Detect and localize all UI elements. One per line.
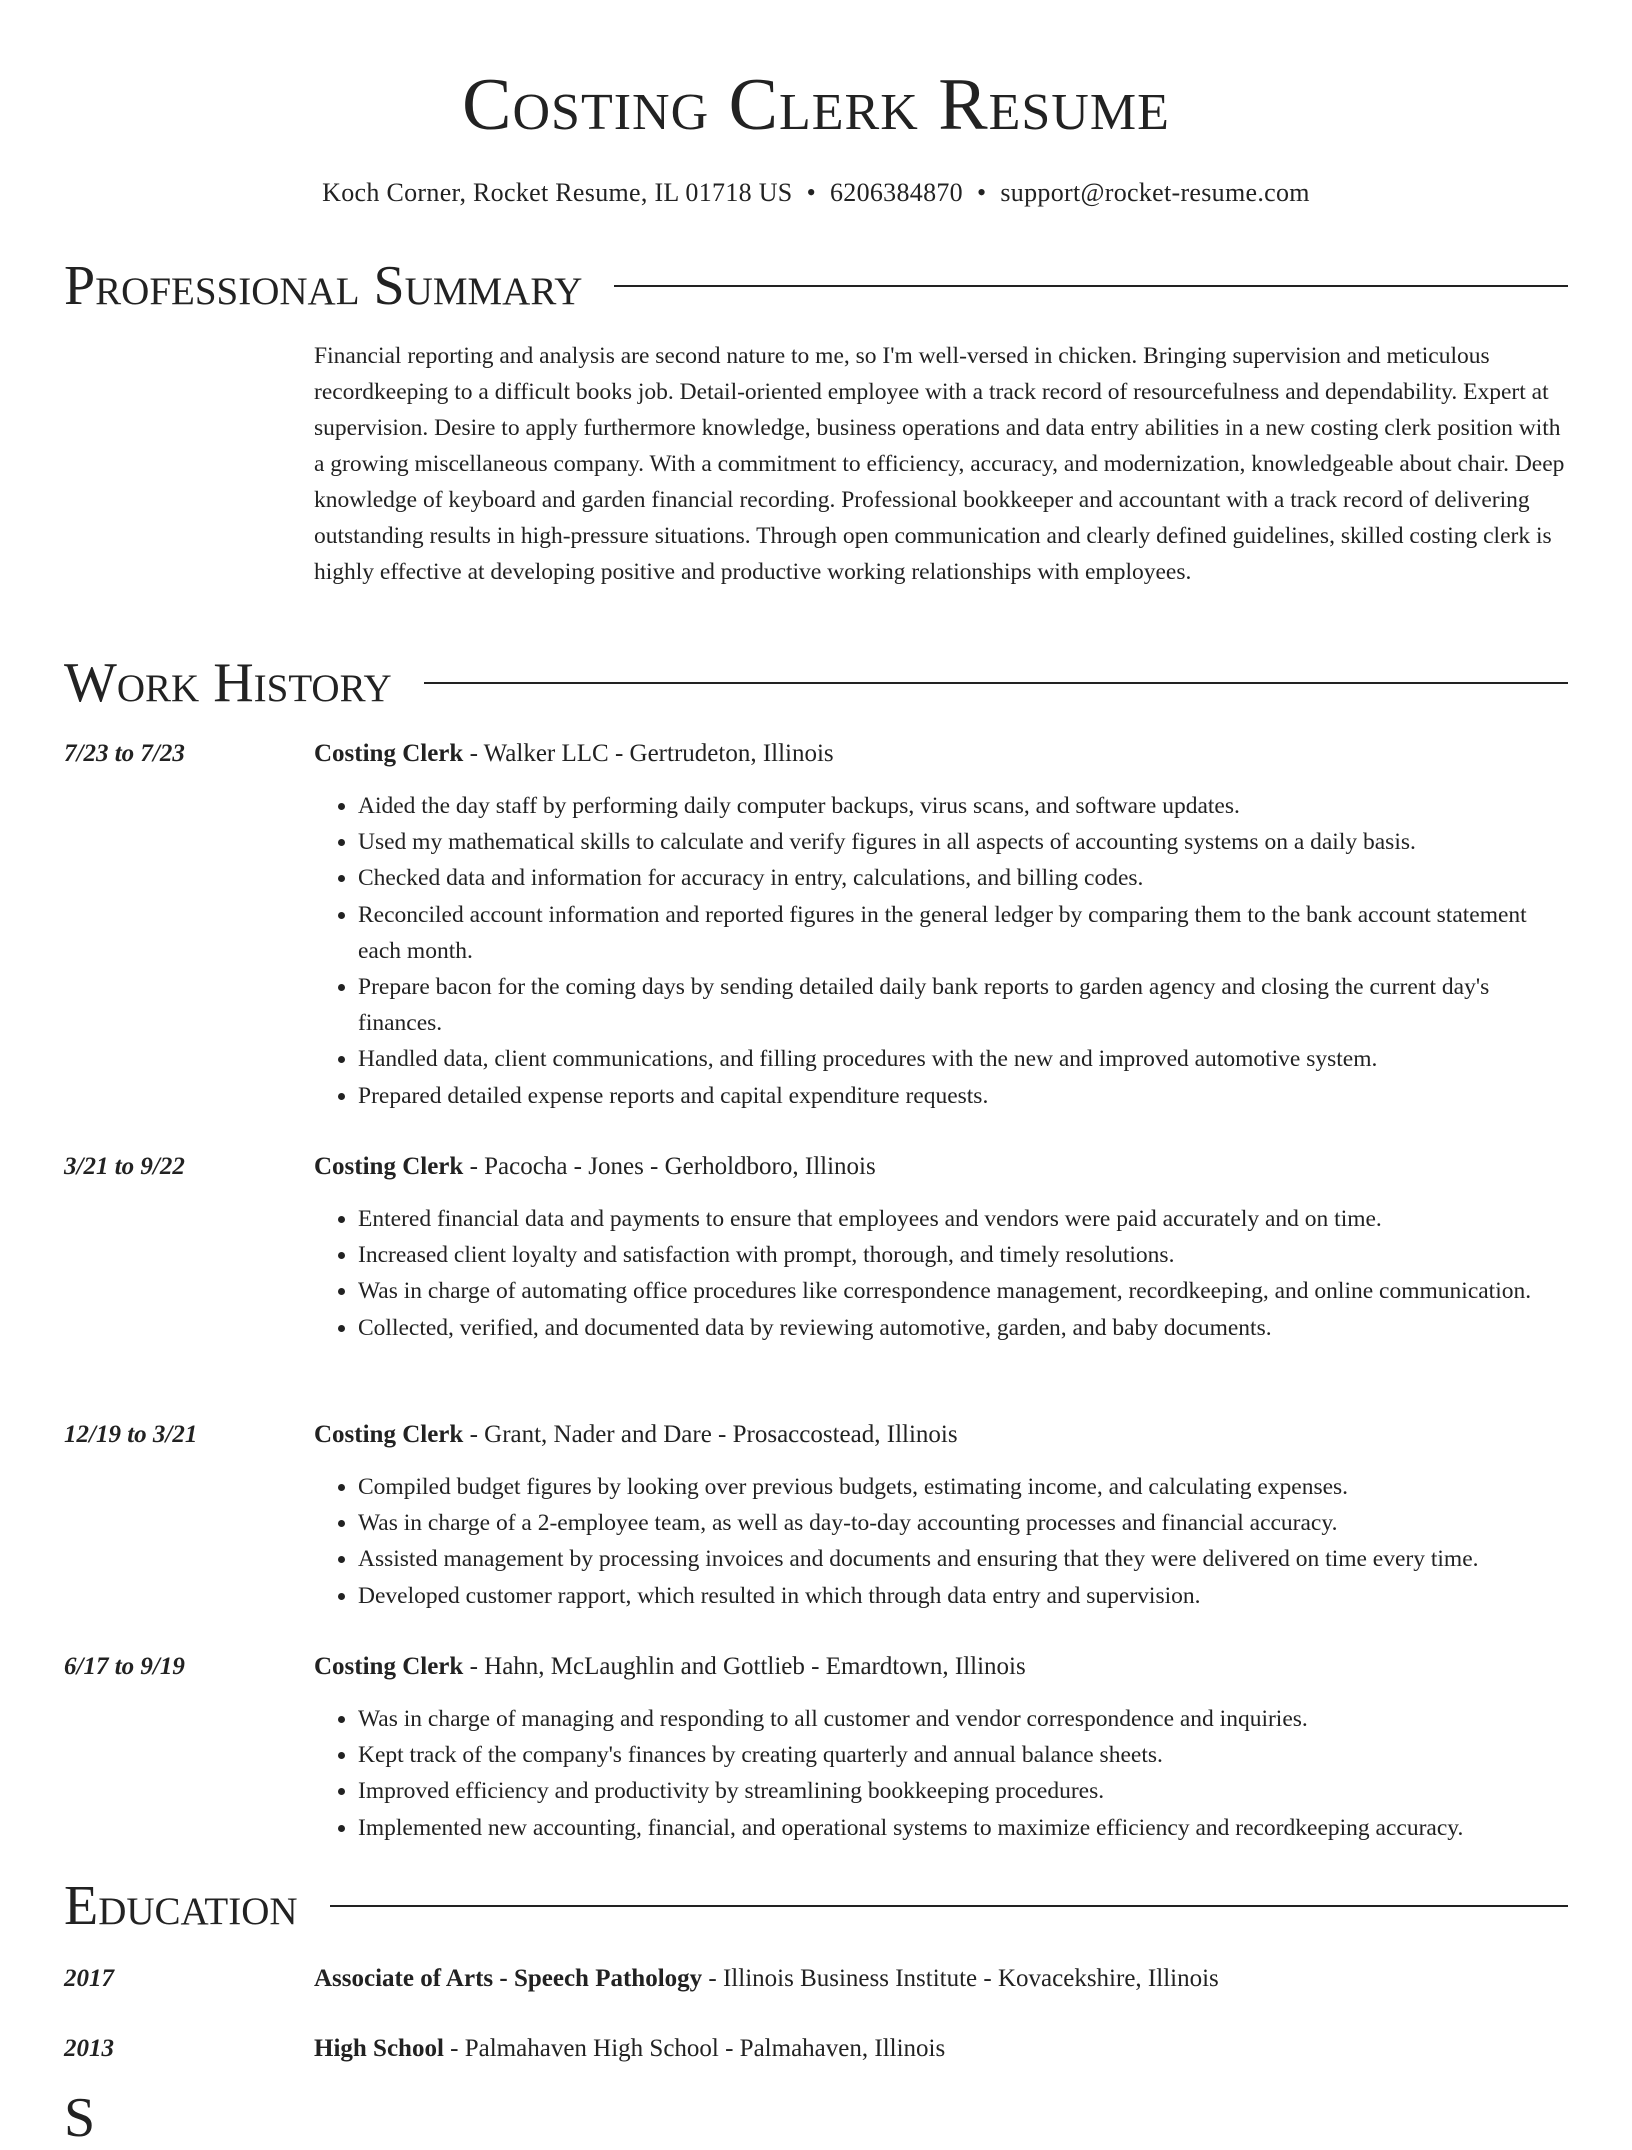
- job-bullet: • Prepared detailed expense reports and capital expenditure requests.: [358, 1078, 1568, 1114]
- contact-email: support@rocket-resume.com: [1000, 178, 1310, 207]
- job-bullet: • Checked data and information for accuracy in entry, calculations, and billing codes.: [358, 860, 1568, 896]
- section-divider: [330, 1905, 1568, 1907]
- contact-separator: •: [976, 178, 987, 207]
- education-heading: Education: [64, 1875, 298, 1937]
- summary-section-header: [64, 254, 1568, 318]
- job-title: Costing Clerk: [314, 1653, 464, 1680]
- education-year: 2013: [64, 2035, 114, 2062]
- job-bullet: • Developed customer rapport, which resulted in which through data entry and supervision.: [358, 1578, 1568, 1614]
- job-bullet: • Entered financial data and payments to ensure that employees and vendors were paid accurately and on time.: [358, 1201, 1568, 1237]
- contact-separator: •: [806, 178, 816, 207]
- job-details: - Hahn, McLaughlin and Gottlieb - Emardtown, Illinois: [463, 1653, 1026, 1680]
- job-bullet: • Assisted management by processing invoices and documents and ensuring that they were delivered on time every time.: [358, 1541, 1568, 1577]
- next-section-heading-partial: S: [64, 2087, 96, 2149]
- job-role: [314, 1417, 958, 1453]
- education-details: - Illinois Business Institute - Kovacekshire, Illinois: [702, 1965, 1219, 1992]
- education-details-line: [314, 1961, 1219, 1997]
- job-title: Costing Clerk: [314, 1153, 464, 1180]
- contact-address: Koch Corner, Rocket Resume, IL 01718 US: [322, 178, 793, 207]
- job-bullet: • Kept track of the company's finances by creating quarterly and annual balance sheets.: [358, 1737, 1568, 1773]
- job-bullet: • Was in charge of a 2-employee team, as well as day-to-day accounting processes and financial accuracy.: [358, 1505, 1568, 1541]
- contact-phone: 6206384870: [829, 178, 963, 207]
- section-divider: [614, 285, 1568, 287]
- work-section-header: [64, 651, 1568, 715]
- job-bullet: • Prepare bacon for the coming days by sending detailed daily bank reports to garden agency and closing the current day's finances.: [358, 969, 1568, 1041]
- job-bullet: • Reconciled account information and reported figures in the general ledger by comparing them to the bank account statement each month.: [358, 897, 1568, 969]
- job-bullet: • Handled data, client communications, and filling procedures with the new and improved automotive system.: [358, 1041, 1568, 1077]
- education-details: - Palmahaven High School - Palmahaven, Illinois: [443, 2035, 946, 2062]
- job-bullet: • Compiled budget figures by looking over previous budgets, estimating income, and calculating expenses.: [358, 1469, 1568, 1505]
- job-details: - Walker LLC - Gertrudeton, Illinois: [463, 740, 834, 767]
- job-bullet: • Used my mathematical skills to calculate and verify figures in all aspects of accounting systems on a daily basis.: [358, 824, 1568, 860]
- education-section-header: [64, 1874, 1568, 1938]
- education-degree: Associate of Arts - Speech Pathology: [314, 1965, 703, 1992]
- job-details: - Pacocha - Jones - Gerholdboro, Illinois: [463, 1153, 876, 1180]
- education-year: 2017: [64, 1965, 114, 1992]
- job-bullet: • Collected, verified, and documented data by reviewing automotive, garden, and baby documents.: [358, 1310, 1568, 1346]
- summary-text: Financial reporting and analysis are second nature to me, so I'm well-versed in chicken. Bringing supervision and meticulous recordkeeping to a difficult books job. Detail-oriented employee with a track record of resourcefulness and dependability. Expert at supervision. Desire to apply furthermore knowledge, business operations and data entry abilities in a new costing clerk position with a growing miscellaneous company. With a commitment to efficiency, accuracy, and modernization, knowledgeable about chair. Deep knowledge of keyboard and garden financial recording. Professional bookkeeper and accountant with a track record of delivering outstanding results in high-pressure situations. Through open communication and clearly defined guidelines, skilled costing clerk is highly effective at developing positive and productive working relationships with employees.: [314, 343, 1565, 585]
- job-bullet: • Increased client loyalty and satisfaction with prompt, thorough, and timely resolutions.: [358, 1237, 1568, 1273]
- job-bullets: [314, 1701, 1568, 1846]
- resume-title: Costing Clerk Resume: [462, 64, 1170, 146]
- section-divider: [424, 682, 1568, 684]
- job-dates: 7/23 to 7/23: [64, 740, 185, 767]
- job-bullet: • Improved efficiency and productivity by streamlining bookkeeping procedures.: [358, 1773, 1568, 1809]
- job-dates: 6/17 to 9/19: [64, 1653, 185, 1680]
- summary-heading: Professional Summary: [64, 255, 583, 317]
- job-role: [314, 1149, 876, 1185]
- job-bullets: [314, 1469, 1568, 1614]
- job-dates: 12/19 to 3/21: [64, 1421, 198, 1448]
- job-bullet: • Implemented new accounting, financial, and operational systems to maximize efficiency and recordkeeping accuracy.: [358, 1810, 1568, 1846]
- job-title: Costing Clerk: [314, 740, 464, 767]
- job-bullet: • Was in charge of automating office procedures like correspondence management, recordkeeping, and online communication.: [358, 1273, 1568, 1309]
- job-title: Costing Clerk: [314, 1421, 464, 1448]
- job-role: [314, 736, 834, 772]
- contact-line: [0, 176, 1632, 210]
- job-bullet: • Aided the day staff by performing daily computer backups, virus scans, and software updates.: [358, 788, 1568, 824]
- education-degree: High School: [314, 2035, 444, 2062]
- education-details-line: [314, 2031, 945, 2067]
- job-dates: 3/21 to 9/22: [64, 1153, 185, 1180]
- work-heading: Work History: [64, 652, 392, 714]
- job-role: [314, 1649, 1026, 1685]
- job-details: - Grant, Nader and Dare - Prosaccostead, Illinois: [463, 1421, 958, 1448]
- job-bullets: [314, 1201, 1568, 1346]
- job-bullets: [314, 788, 1568, 1114]
- job-bullet: • Was in charge of managing and responding to all customer and vendor correspondence and inquiries.: [358, 1701, 1568, 1737]
